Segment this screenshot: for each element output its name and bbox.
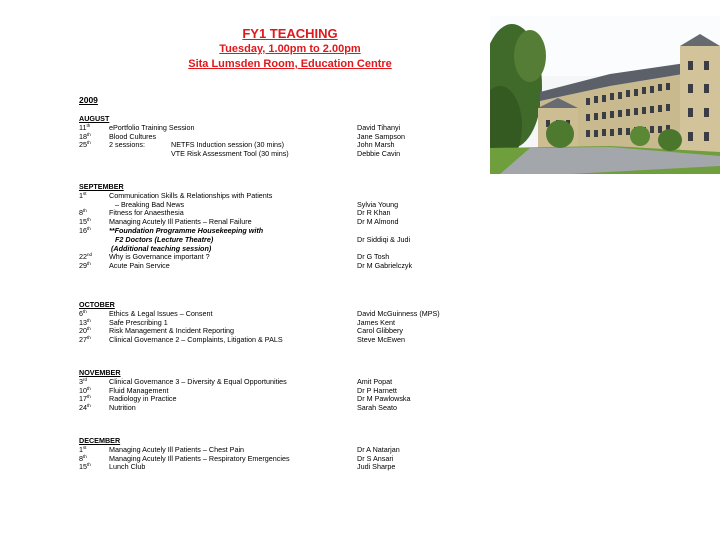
location-heading: Sita Lumsden Room, Education Centre: [188, 58, 392, 70]
date: 16th: [79, 225, 91, 235]
speaker: Dr P Harnett: [357, 385, 397, 395]
session-title: Blood Cultures: [109, 131, 157, 141]
month-heading: NOVEMBER: [79, 368, 121, 377]
date: 3rd: [79, 376, 88, 386]
speaker: Dr M Pawlowska: [357, 394, 411, 404]
session-title: F2 Doctors (Lecture Theatre): [115, 234, 214, 244]
session-subtitle: VTE Risk Assessment Tool (30 mins): [171, 149, 289, 159]
time-heading: Tuesday, 1.00pm to 2.00pm: [219, 43, 361, 55]
speaker: John Marsh: [357, 140, 395, 150]
speaker: David McGuinness (MPS): [357, 308, 440, 318]
speaker: Sylvia Young: [357, 199, 399, 209]
date: 24th: [79, 403, 91, 413]
speaker: David Tihanyi: [357, 122, 401, 132]
session-title: Acute Pain Service: [109, 261, 170, 271]
document-title: FY1 TEACHING: [242, 26, 338, 41]
session-title: Clinical Governance 3 – Diversity & Equal Opportunities: [109, 376, 287, 386]
session-title: Managing Acutely Ill Patients – Renal Failure: [109, 217, 252, 227]
session-title: Radiology in Practice: [109, 394, 177, 404]
month-heading: DECEMBER: [79, 436, 121, 445]
speaker: Jane Sampson: [357, 131, 405, 141]
session-title: – Breaking Bad News: [115, 199, 185, 209]
session-title: Risk Management & Incident Reporting: [109, 326, 235, 336]
speaker: Carol Glibbery: [357, 326, 403, 336]
speaker: Sarah Seato: [357, 403, 397, 413]
session-title: Fluid Management: [109, 385, 169, 395]
date: 15th: [79, 462, 91, 472]
session-note: (Additional teaching session): [111, 243, 212, 253]
date: 1st: [79, 444, 87, 454]
date: 17th: [79, 394, 91, 404]
session-title: 2 sessions:: [109, 140, 145, 150]
session-title: Nutrition: [109, 403, 136, 413]
document-title-block: [140, 26, 440, 72]
date: 15th: [79, 217, 91, 227]
date: 25th: [79, 140, 91, 150]
session-title: Ethics & Legal Issues – Consent: [109, 308, 213, 318]
date: 18th: [79, 131, 91, 141]
date: 8th: [79, 208, 87, 218]
month-heading: AUGUST: [79, 114, 110, 123]
speaker: Dr R Khan: [357, 208, 391, 218]
session-title: Fitness for Anaesthesia: [109, 208, 184, 218]
date: 8th: [79, 453, 87, 463]
session-title: Communication Skills & Relationships with Patients: [109, 190, 273, 200]
date: 11th: [79, 122, 91, 132]
schedule-row: [79, 150, 479, 159]
session-subtitle: NETFS Induction session (30 mins): [171, 140, 285, 150]
speaker: Judi Sharpe: [357, 462, 396, 472]
session-title: Safe Prescribing 1: [109, 317, 168, 327]
november-section: [79, 369, 479, 413]
session-title: Managing Acutely Ill Patients – Chest Pain: [109, 444, 245, 454]
speaker: Dr S Ansari: [357, 453, 394, 463]
october-section: [79, 301, 479, 345]
date: 27th: [79, 335, 91, 345]
session-title: ePortfolio Training Session: [109, 122, 195, 132]
speaker: Dr A Natarjan: [357, 444, 400, 454]
session-title: Lunch Club: [109, 462, 146, 472]
schedule-row: [79, 404, 479, 413]
speaker: Steve McEwen: [357, 335, 405, 345]
month-heading: SEPTEMBER: [79, 182, 124, 191]
schedule-row: [79, 463, 479, 472]
schedule-row: [79, 262, 479, 271]
date: 1st: [79, 190, 87, 200]
date: 13th: [79, 317, 91, 327]
august-section: [79, 115, 479, 159]
speaker: Amit Popat: [357, 376, 393, 386]
building-photo: [490, 16, 720, 174]
session-title: Clinical Governance 2 – Complaints, Litigation & PALS: [109, 335, 283, 345]
year-heading: 2009: [79, 95, 98, 105]
date: 20th: [79, 326, 91, 336]
date: 29th: [79, 261, 91, 271]
speaker: Dr Siddiqi & Judi: [357, 234, 411, 244]
session-title: Managing Acutely Ill Patients – Respiratory Emergencies: [109, 453, 290, 463]
session-title: **Foundation Programme Housekeeping with: [109, 225, 264, 235]
session-title: Why is Governance important ?: [109, 252, 210, 262]
speaker: Dr G Tosh: [357, 252, 390, 262]
date: 10th: [79, 385, 91, 395]
date: 6th: [79, 308, 87, 318]
speaker: James Kent: [357, 317, 395, 327]
december-section: [79, 437, 479, 472]
speaker: Dr M Gabrielczyk: [357, 261, 413, 271]
schedule-row: [79, 395, 479, 404]
september-section: [79, 183, 479, 271]
speaker: Debbie Cavin: [357, 149, 401, 159]
date: 22nd: [79, 252, 93, 262]
month-heading: OCTOBER: [79, 300, 115, 309]
speaker: Dr M Almond: [357, 217, 399, 227]
schedule-row: [79, 336, 479, 345]
